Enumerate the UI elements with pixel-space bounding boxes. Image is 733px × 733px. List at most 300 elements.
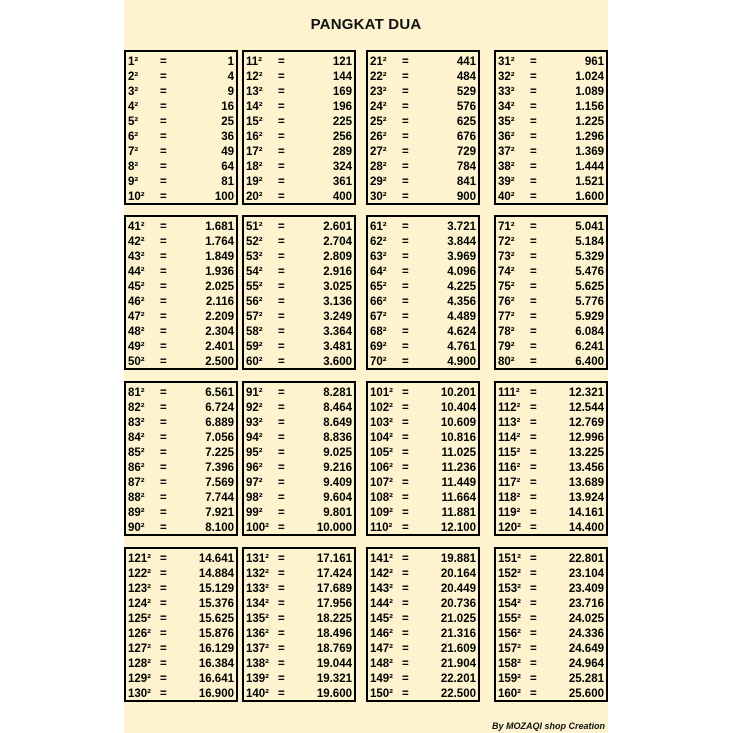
- square-row: [496, 55, 606, 70]
- square-value: 9.801: [323, 507, 352, 519]
- square-row: [368, 476, 478, 491]
- base-power: 152²: [498, 568, 522, 580]
- square-value: 10.609: [440, 417, 476, 429]
- base-power: 154²: [498, 598, 522, 610]
- square-row: [244, 220, 354, 235]
- base-power: 93²: [246, 417, 263, 429]
- equals-sign: =: [160, 643, 167, 655]
- square-value: 3.969: [447, 251, 476, 263]
- square-value: 1.225: [575, 116, 604, 128]
- base-power: 48²: [128, 326, 145, 338]
- equals-sign: =: [530, 688, 537, 700]
- equals-sign: =: [402, 281, 409, 293]
- square-value: 4: [227, 71, 234, 83]
- equals-sign: =: [402, 161, 409, 173]
- base-power: 67²: [370, 311, 387, 323]
- base-power: 3²: [128, 86, 139, 98]
- base-power: 60²: [246, 356, 263, 368]
- equals-sign: =: [160, 583, 167, 595]
- base-power: 37²: [498, 146, 515, 158]
- equals-sign: =: [530, 583, 537, 595]
- base-power: 61²: [370, 221, 387, 233]
- square-row: [496, 401, 606, 416]
- square-value: 24.964: [568, 658, 604, 670]
- square-row: [126, 612, 236, 627]
- base-power: 6²: [128, 131, 139, 143]
- square-row: [496, 175, 606, 190]
- base-power: 132²: [246, 568, 270, 580]
- equals-sign: =: [530, 447, 537, 459]
- equals-sign: =: [402, 583, 409, 595]
- base-power: 145²: [370, 613, 394, 625]
- equals-sign: =: [160, 553, 167, 565]
- square-value: 5.776: [575, 296, 604, 308]
- equals-sign: =: [160, 326, 167, 338]
- square-row: [368, 401, 478, 416]
- square-value: 17.424: [316, 568, 352, 580]
- base-power: 105²: [370, 447, 394, 459]
- square-row: [126, 476, 236, 491]
- square-value: 3.025: [323, 281, 352, 293]
- square-value: 13.924: [568, 492, 604, 504]
- equals-sign: =: [278, 387, 285, 399]
- square-value: 1.369: [575, 146, 604, 158]
- square-value: 3.721: [447, 221, 476, 233]
- equals-sign: =: [278, 507, 285, 519]
- base-power: 16²: [246, 131, 263, 143]
- base-power: 82²: [128, 402, 145, 414]
- square-row: [244, 130, 354, 145]
- base-power: 70²: [370, 356, 387, 368]
- square-row: [244, 55, 354, 70]
- square-value: 8.281: [323, 387, 352, 399]
- equals-sign: =: [530, 462, 537, 474]
- base-power: 134²: [246, 598, 270, 610]
- equals-sign: =: [160, 176, 167, 188]
- square-value: 19.600: [316, 688, 352, 700]
- square-table-box: [494, 215, 608, 370]
- equals-sign: =: [530, 673, 537, 685]
- square-row: [126, 627, 236, 642]
- equals-sign: =: [278, 462, 285, 474]
- square-row: [126, 235, 236, 250]
- base-power: 86²: [128, 462, 145, 474]
- square-row: [126, 130, 236, 145]
- equals-sign: =: [160, 432, 167, 444]
- square-value: 225: [332, 116, 352, 128]
- square-row: [244, 280, 354, 295]
- base-power: 156²: [498, 628, 522, 640]
- equals-sign: =: [160, 492, 167, 504]
- equals-sign: =: [160, 477, 167, 489]
- base-power: 63²: [370, 251, 387, 263]
- square-value: 729: [456, 146, 476, 158]
- equals-sign: =: [530, 326, 537, 338]
- base-power: 124²: [128, 598, 152, 610]
- equals-sign: =: [530, 296, 537, 308]
- equals-sign: =: [160, 507, 167, 519]
- base-power: 43²: [128, 251, 145, 263]
- square-row: [126, 461, 236, 476]
- square-value: 324: [332, 161, 352, 173]
- square-value: 16.129: [198, 643, 234, 655]
- square-value: 24.336: [568, 628, 604, 640]
- square-value: 12.321: [568, 387, 604, 399]
- equals-sign: =: [530, 311, 537, 323]
- equals-sign: =: [278, 101, 285, 113]
- square-table-box: [494, 381, 608, 536]
- square-value: 196: [332, 101, 352, 113]
- square-value: 3.600: [323, 356, 352, 368]
- square-row: [126, 552, 236, 567]
- base-power: 140²: [246, 688, 270, 700]
- equals-sign: =: [278, 568, 285, 580]
- equals-sign: =: [278, 477, 285, 489]
- square-row: [368, 310, 478, 325]
- square-row: [496, 386, 606, 401]
- equals-sign: =: [402, 356, 409, 368]
- base-power: 103²: [370, 417, 394, 429]
- square-row: [126, 506, 236, 521]
- square-row: [126, 597, 236, 612]
- square-row: [368, 597, 478, 612]
- square-row: [244, 506, 354, 521]
- square-value: 8.649: [323, 417, 352, 429]
- square-row: [496, 657, 606, 672]
- equals-sign: =: [278, 583, 285, 595]
- square-value: 17.161: [316, 553, 352, 565]
- base-power: 20²: [246, 191, 263, 203]
- square-value: 10.201: [440, 387, 476, 399]
- square-row: [126, 642, 236, 657]
- square-value: 13.456: [568, 462, 604, 474]
- square-value: 144: [332, 71, 352, 83]
- base-power: 12²: [246, 71, 263, 83]
- equals-sign: =: [160, 341, 167, 353]
- base-power: 38²: [498, 161, 515, 173]
- base-power: 50²: [128, 356, 145, 368]
- base-power: 139²: [246, 673, 270, 685]
- base-power: 158²: [498, 658, 522, 670]
- square-value: 529: [456, 86, 476, 98]
- equals-sign: =: [160, 462, 167, 474]
- square-row: [126, 310, 236, 325]
- base-power: 119²: [498, 507, 521, 519]
- square-table-box: [494, 50, 608, 205]
- base-power: 114²: [498, 432, 521, 444]
- base-power: 78²: [498, 326, 515, 338]
- square-row: [244, 461, 354, 476]
- square-row: [368, 340, 478, 355]
- square-row: [126, 55, 236, 70]
- square-row: [496, 567, 606, 582]
- base-power: 115²: [498, 447, 521, 459]
- equals-sign: =: [278, 688, 285, 700]
- square-value: 24.649: [568, 643, 604, 655]
- equals-sign: =: [160, 598, 167, 610]
- base-power: 121²: [128, 553, 152, 565]
- square-row: [244, 235, 354, 250]
- base-power: 22²: [370, 71, 387, 83]
- square-row: [368, 491, 478, 506]
- base-power: 57²: [246, 311, 263, 323]
- square-row: [368, 386, 478, 401]
- base-power: 55²: [246, 281, 263, 293]
- square-row: [496, 340, 606, 355]
- square-table-box: [242, 215, 356, 370]
- square-value: 4.489: [447, 311, 476, 323]
- equals-sign: =: [402, 553, 409, 565]
- square-row: [126, 386, 236, 401]
- square-value: 17.956: [316, 598, 352, 610]
- square-value: 7.569: [205, 477, 234, 489]
- equals-sign: =: [530, 522, 537, 534]
- square-value: 11.025: [441, 447, 476, 459]
- page-title: PANGKAT DUA: [310, 16, 422, 33]
- square-value: 1.681: [205, 221, 234, 233]
- square-row: [496, 687, 606, 702]
- square-row: [496, 355, 606, 370]
- equals-sign: =: [160, 417, 167, 429]
- square-row: [496, 672, 606, 687]
- square-value: 13.225: [568, 447, 604, 459]
- square-row: [368, 55, 478, 70]
- square-value: 19.321: [316, 673, 352, 685]
- base-power: 107²: [370, 477, 394, 489]
- base-power: 147²: [370, 643, 394, 655]
- square-row: [244, 597, 354, 612]
- base-power: 149²: [370, 673, 394, 685]
- equals-sign: =: [402, 191, 409, 203]
- base-power: 106²: [370, 462, 394, 474]
- square-row: [368, 416, 478, 431]
- square-row: [496, 265, 606, 280]
- square-row: [368, 642, 478, 657]
- base-power: 123²: [128, 583, 152, 595]
- square-value: 3.481: [323, 341, 352, 353]
- equals-sign: =: [402, 598, 409, 610]
- square-value: 19.044: [316, 658, 352, 670]
- square-row: [126, 115, 236, 130]
- base-power: 137²: [246, 643, 270, 655]
- equals-sign: =: [278, 236, 285, 248]
- equals-sign: =: [402, 658, 409, 670]
- equals-sign: =: [160, 236, 167, 248]
- square-row: [126, 295, 236, 310]
- base-power: 5²: [128, 116, 139, 128]
- square-row: [126, 401, 236, 416]
- square-value: 1.296: [575, 131, 604, 143]
- square-row: [244, 295, 354, 310]
- square-table-box: [242, 381, 356, 536]
- equals-sign: =: [160, 688, 167, 700]
- square-value: 64: [221, 161, 234, 173]
- equals-sign: =: [278, 251, 285, 263]
- square-value: 1.089: [575, 86, 604, 98]
- square-value: 400: [332, 191, 352, 203]
- base-power: 111²: [498, 387, 520, 399]
- base-power: 112²: [498, 402, 521, 414]
- equals-sign: =: [278, 266, 285, 278]
- square-row: [244, 310, 354, 325]
- square-row: [244, 491, 354, 506]
- equals-sign: =: [278, 673, 285, 685]
- base-power: 11²: [246, 56, 262, 68]
- base-power: 14²: [246, 101, 263, 113]
- equals-sign: =: [278, 281, 285, 293]
- square-value: 2.601: [323, 221, 352, 233]
- square-row: [126, 70, 236, 85]
- square-value: 19.881: [440, 553, 476, 565]
- equals-sign: =: [160, 658, 167, 670]
- square-row: [368, 582, 478, 597]
- square-row: [368, 461, 478, 476]
- base-power: 160²: [498, 688, 522, 700]
- base-power: 2²: [128, 71, 139, 83]
- base-power: 41²: [128, 221, 145, 233]
- base-power: 33²: [498, 86, 515, 98]
- base-power: 96²: [246, 462, 263, 474]
- equals-sign: =: [530, 281, 537, 293]
- square-value: 8.464: [323, 402, 352, 414]
- square-value: 21.025: [440, 613, 476, 625]
- square-value: 5.625: [575, 281, 604, 293]
- square-value: 20.449: [440, 583, 476, 595]
- equals-sign: =: [278, 221, 285, 233]
- equals-sign: =: [160, 613, 167, 625]
- base-power: 47²: [128, 311, 145, 323]
- square-value: 16: [221, 101, 234, 113]
- base-power: 92²: [246, 402, 263, 414]
- equals-sign: =: [530, 598, 537, 610]
- square-value: 2.500: [205, 356, 234, 368]
- square-value: 5.329: [575, 251, 604, 263]
- base-power: 101²: [370, 387, 394, 399]
- square-value: 7.225: [205, 447, 234, 459]
- equals-sign: =: [530, 71, 537, 83]
- base-power: 31²: [498, 56, 515, 68]
- base-power: 81²: [128, 387, 145, 399]
- equals-sign: =: [278, 432, 285, 444]
- square-value: 1.444: [575, 161, 604, 173]
- base-power: 77²: [498, 311, 515, 323]
- equals-sign: =: [160, 522, 167, 534]
- square-value: 15.876: [198, 628, 234, 640]
- square-value: 1.849: [205, 251, 234, 263]
- equals-sign: =: [160, 161, 167, 173]
- square-value: 23.716: [568, 598, 604, 610]
- equals-sign: =: [530, 191, 537, 203]
- base-power: 97²: [246, 477, 263, 489]
- base-power: 68²: [370, 326, 387, 338]
- equals-sign: =: [530, 101, 537, 113]
- square-value: 6.241: [575, 341, 604, 353]
- square-table-box: [124, 547, 238, 702]
- square-row: [244, 657, 354, 672]
- square-row: [244, 446, 354, 461]
- square-value: 23.409: [568, 583, 604, 595]
- base-power: 39²: [498, 176, 515, 188]
- equals-sign: =: [530, 628, 537, 640]
- equals-sign: =: [278, 296, 285, 308]
- base-power: 109²: [370, 507, 394, 519]
- base-power: 24²: [370, 101, 387, 113]
- square-row: [244, 145, 354, 160]
- square-value: 3.364: [323, 326, 352, 338]
- square-row: [368, 85, 478, 100]
- square-table-box: [366, 50, 480, 205]
- base-power: 148²: [370, 658, 394, 670]
- base-power: 141²: [370, 553, 394, 565]
- square-row: [496, 416, 606, 431]
- square-value: 361: [332, 176, 352, 188]
- square-row: [244, 521, 354, 536]
- square-row: [496, 431, 606, 446]
- square-value: 1.024: [575, 71, 604, 83]
- base-power: 127²: [128, 643, 152, 655]
- square-row: [244, 100, 354, 115]
- square-row: [496, 325, 606, 340]
- equals-sign: =: [530, 236, 537, 248]
- creator-credit: By MOZAQI shop Creation: [491, 721, 605, 731]
- equals-sign: =: [402, 432, 409, 444]
- square-value: 14.884: [198, 568, 234, 580]
- square-row: [244, 160, 354, 175]
- square-value: 6.724: [205, 402, 234, 414]
- square-row: [244, 70, 354, 85]
- square-row: [368, 190, 478, 205]
- square-row: [126, 687, 236, 702]
- base-power: 95²: [246, 447, 263, 459]
- square-row: [244, 687, 354, 702]
- equals-sign: =: [278, 71, 285, 83]
- square-table-box: [242, 547, 356, 702]
- equals-sign: =: [402, 643, 409, 655]
- base-power: 146²: [370, 628, 394, 640]
- square-value: 961: [584, 56, 604, 68]
- equals-sign: =: [160, 131, 167, 143]
- equals-sign: =: [530, 116, 537, 128]
- square-value: 9.604: [323, 492, 352, 504]
- base-power: 125²: [128, 613, 152, 625]
- square-row: [368, 672, 478, 687]
- square-value: 16.384: [198, 658, 234, 670]
- equals-sign: =: [530, 131, 537, 143]
- equals-sign: =: [402, 417, 409, 429]
- square-value: 18.496: [316, 628, 352, 640]
- equals-sign: =: [402, 146, 409, 158]
- square-value: 9.216: [323, 462, 352, 474]
- base-power: 126²: [128, 628, 152, 640]
- square-value: 49: [221, 146, 234, 158]
- square-value: 2.304: [205, 326, 234, 338]
- square-value: 10.000: [316, 522, 352, 534]
- square-row: [496, 280, 606, 295]
- base-power: 58²: [246, 326, 263, 338]
- square-value: 289: [332, 146, 352, 158]
- equals-sign: =: [278, 191, 285, 203]
- square-row: [244, 642, 354, 657]
- square-row: [244, 672, 354, 687]
- base-power: 100²: [246, 522, 270, 534]
- base-power: 19²: [246, 176, 263, 188]
- square-row: [496, 446, 606, 461]
- square-row: [496, 250, 606, 265]
- square-value: 4.225: [447, 281, 476, 293]
- base-power: 65²: [370, 281, 387, 293]
- base-power: 102²: [370, 402, 394, 414]
- square-row: [496, 476, 606, 491]
